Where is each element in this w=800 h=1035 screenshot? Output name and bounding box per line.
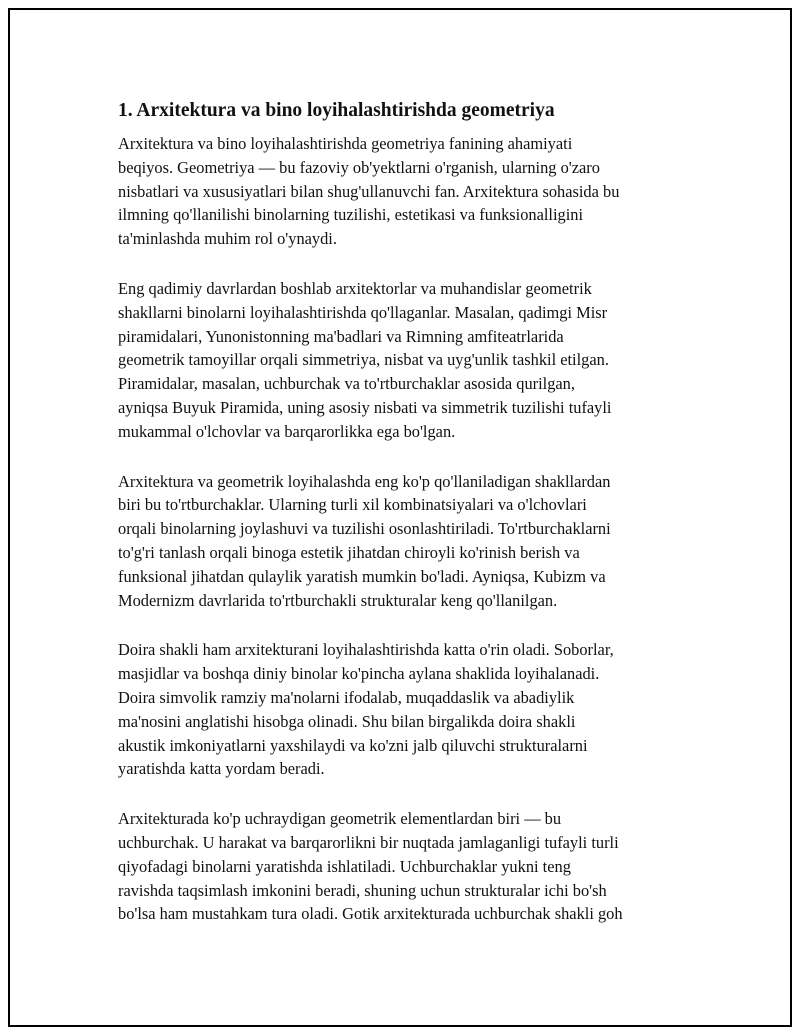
document-page [8,8,792,1027]
paragraph-line: orqali binolarning joylashuvi va tuzilishi osonlashtiriladi. To'rtburchaklarni [118,519,611,539]
paragraph-line: piramidalari, Yunonistonning ma'badlari va Rimning amfiteatrlarida [118,326,564,346]
paragraph-line: Arxitektura va geometrik loyihalashda eng ko'p qo'llaniladigan shakllardan [118,471,611,491]
paragraph-line: Piramidalar, masalan, uchburchak va to'rtburchaklar asosida qurilgan, [118,374,575,394]
paragraph-line: shakllarni binolarni loyihalashtirishda qo'llaganlar. Masalan, qadimgi Misr [118,302,608,322]
paragraph-line: bo'lsa ham mustahkam tura oladi. Gotik arxitekturada uchburchak shakli goh [118,904,623,924]
paragraph [118,807,698,926]
paragraph-line: ma'nosini anglatishi hisobga olinadi. Shu bilan birgalikda doira shakli [118,711,576,731]
paragraph-line: qiyofadagi binolarni yaratishda ishlatiladi. Uchburchaklar yukni teng [118,856,571,876]
paragraph-line: uchburchak. U harakat va barqarorlikni bir nuqtada jamlaganligi tufayli turli [118,832,619,852]
paragraph-line: Doira simvolik ramziy ma'nolarni ifodalab, muqaddaslik va abadiylik [118,687,575,707]
paragraph-line: beqiyos. Geometriya — bu fazoviy ob'yektlarni o'rganish, ularning o'zaro [118,157,600,177]
paragraph-line: Eng qadimiy davrlardan boshlab arxitektorlar va muhandislar geometrik [118,278,592,298]
paragraph [118,638,698,781]
paragraph-line: to'g'ri tanlash orqali binoga estetik jihatdan chiroyli ko'rinish berish va [118,542,580,562]
paragraph-line: akustik imkoniyatlarni yaxshilaydi va ko'zni jalb qiluvchi strukturalarni [118,735,588,755]
paragraph-line: ta'minlashda muhim rol o'ynaydi. [118,229,337,249]
document-body [118,98,698,952]
paragraph-line: ayniqsa Buyuk Piramida, uning asosiy nisbati va simmetrik tuzilishi tufayli [118,397,612,417]
paragraph-line: ravishda taqsimlash imkonini beradi, shuning uchun strukturalar ichi bo'sh [118,880,607,900]
paragraph-line: nisbatlari va xususiyatlari bilan shug'ullanuvchi fan. Arxitektura sohasida bu [118,181,620,201]
paragraph-line: biri bu to'rtburchaklar. Ularning turli xil kombinatsiyalari va o'lchovlari [118,495,587,515]
paragraph-line: Arxitektura va bino loyihalashtirishda geometriya fanining ahamiyati [118,134,573,153]
paragraph [118,277,698,444]
paragraph-line: Arxitekturada ko'p uchraydigan geometrik elementlardan biri — bu [118,809,562,829]
paragraph-line: ilmning qo'llanilishi binolarning tuzilishi, estetikasi va funksionalligini [118,205,584,225]
paragraph-line: mukammal o'lchovlar va barqarorlikka ega bo'lgan. [118,421,456,441]
paragraph-line: geometrik tamoyillar orqali simmetriya, nisbat va uyg'unlik tashkil etilgan. [118,350,609,370]
paragraph [118,470,698,613]
paragraph-line: Modernizm davrlarida to'rtburchakli strukturalar keng qo'llanilgan. [118,590,558,610]
paragraph [118,132,698,251]
paragraph-container [118,132,698,926]
paragraph-line: Doira shakli ham arxitekturani loyihalashtirishda katta o'rin oladi. Soborlar, [118,640,614,660]
section-heading: 1. Arxitektura va bino loyihalashtirishda geometriya [118,100,555,121]
paragraph-line: yaratishda katta yordam beradi. [118,759,325,779]
paragraph-line: masjidlar va boshqa diniy binolar ko'pincha aylana shaklida loyihalanadi. [118,664,600,684]
paragraph-line: funksional jihatdan qulaylik yaratish mumkin bo'ladi. Ayniqsa, Kubizm va [118,566,606,586]
